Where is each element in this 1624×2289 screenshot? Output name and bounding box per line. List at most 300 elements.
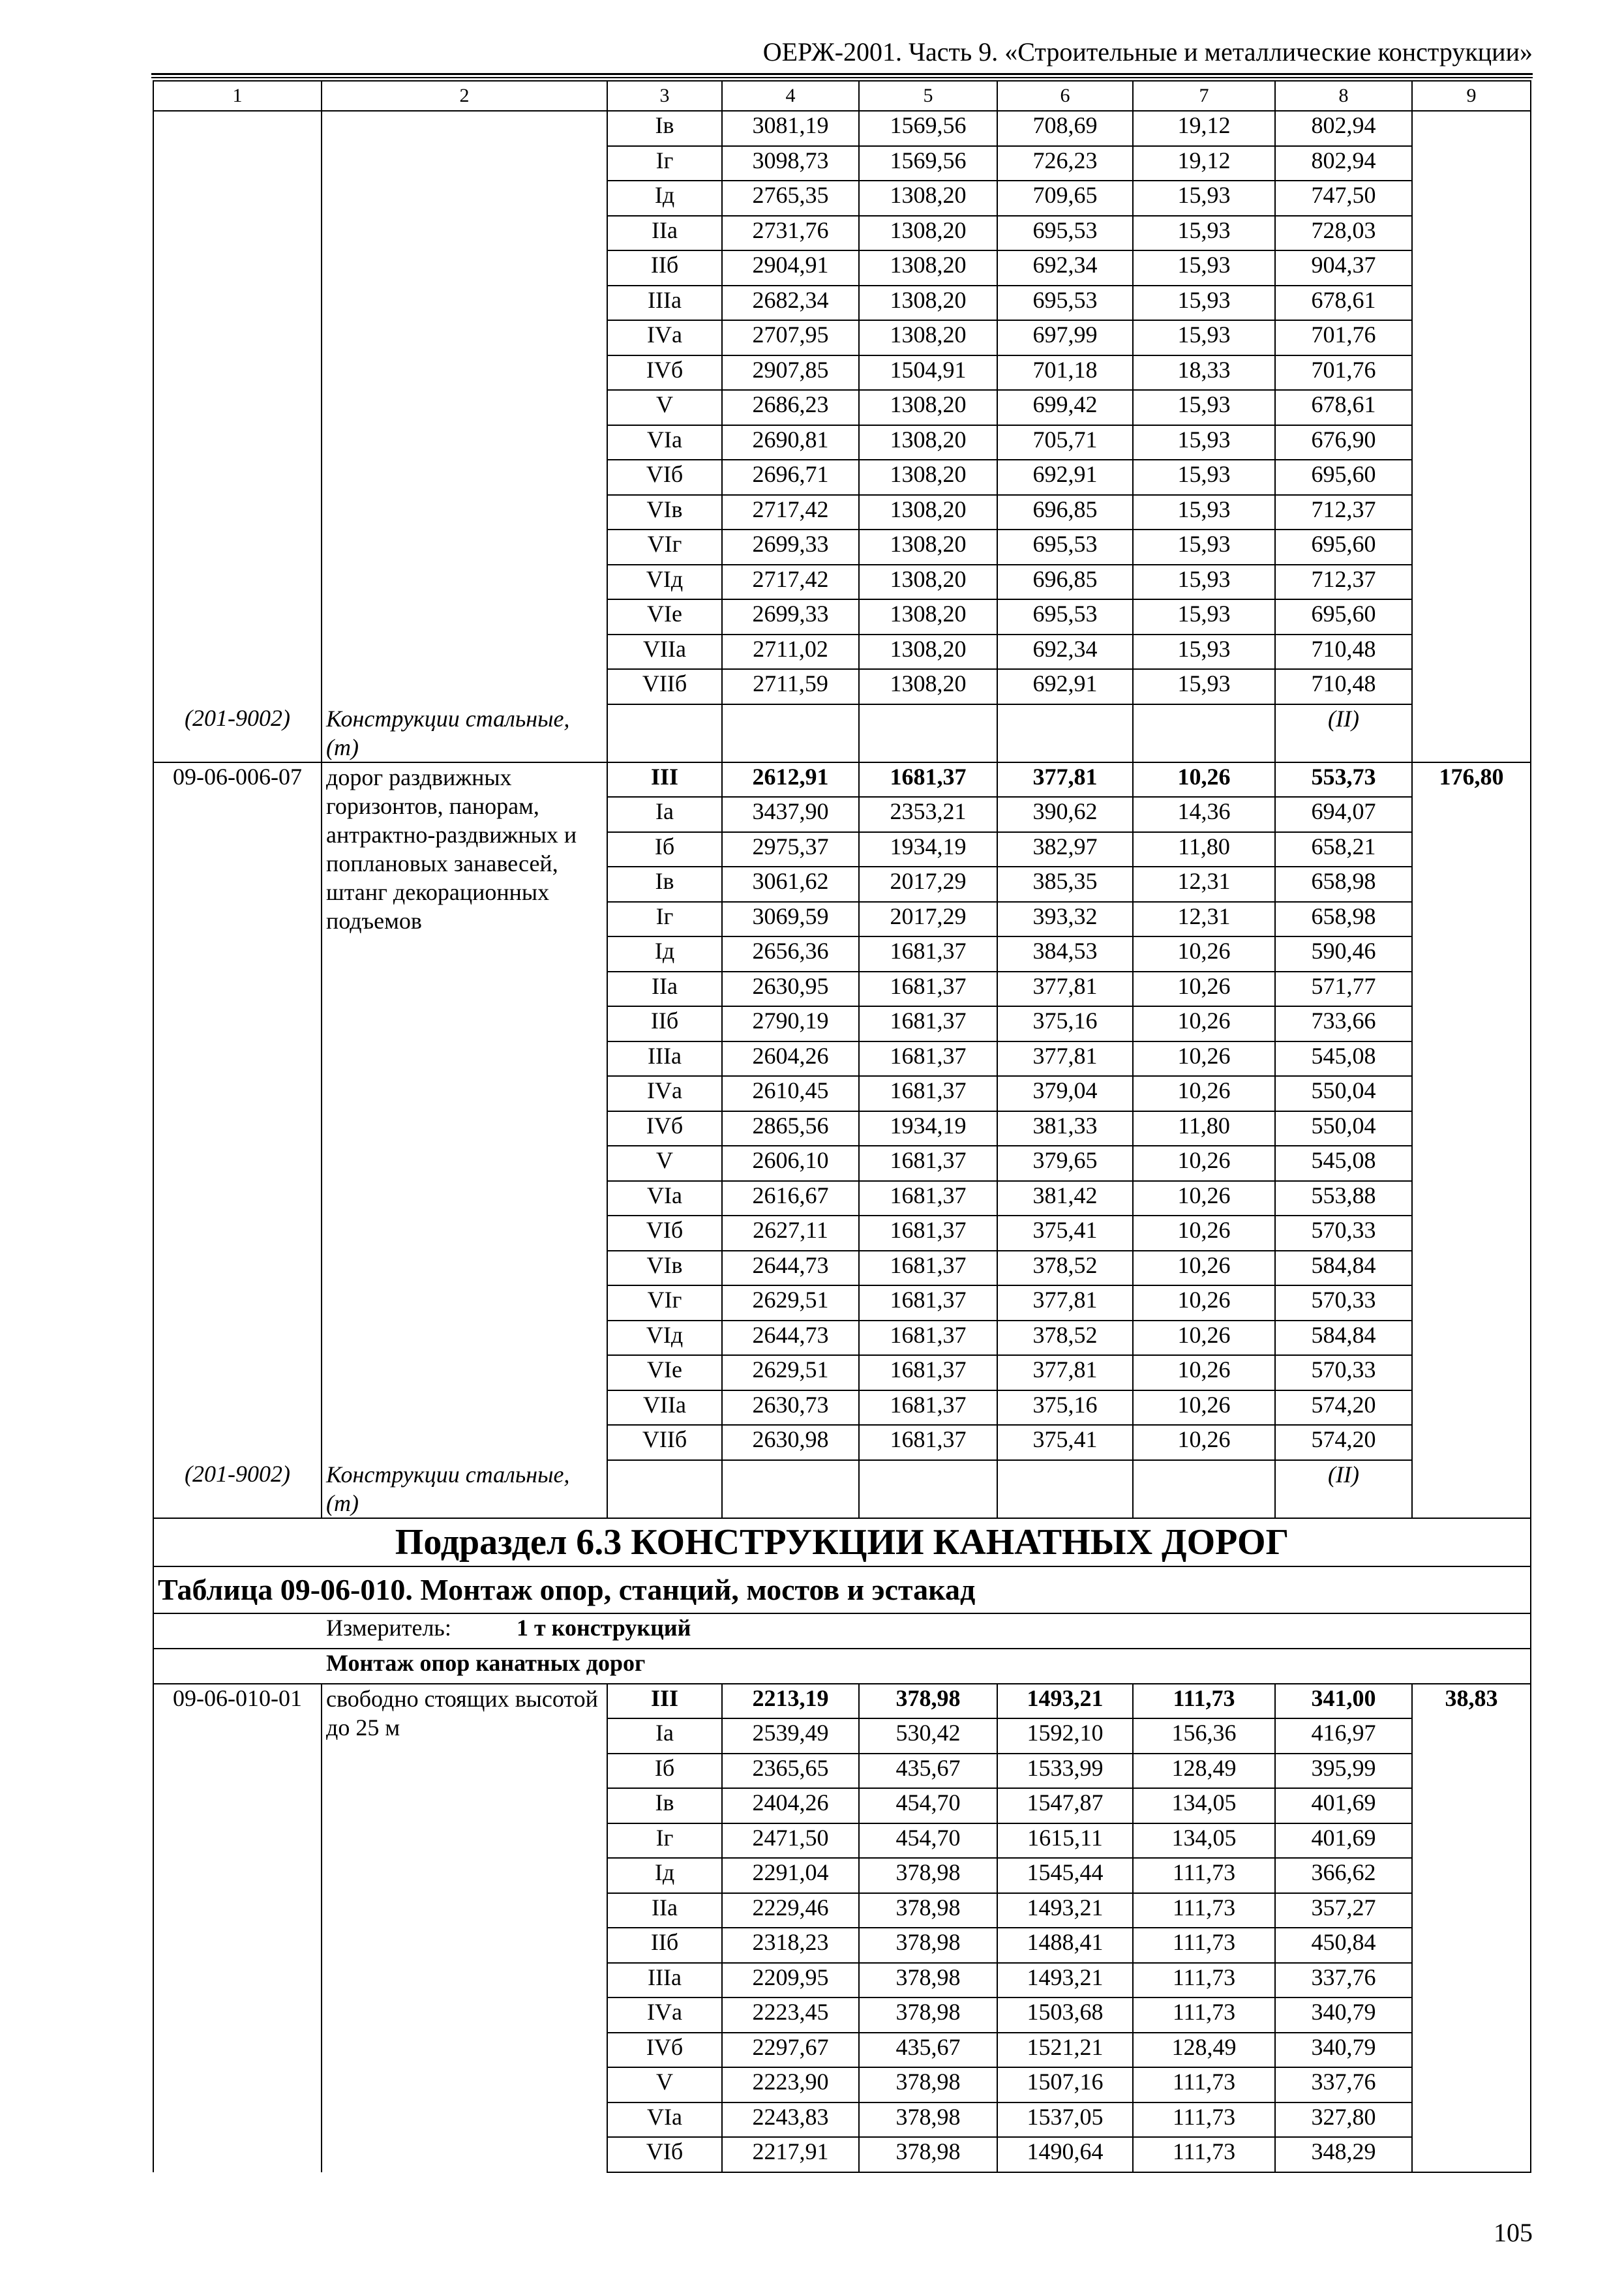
column-number: 3 [607,81,722,111]
value-cell: 2610,45 [722,1076,859,1111]
value-cell: 802,94 [1275,111,1412,146]
subsection-title: Подраздел 6.3 КОНСТРУКЦИИ КАНАТНЫХ ДОРОГ [153,1518,1531,1566]
group-row [153,1649,1531,1684]
column-number: 9 [1412,81,1531,111]
value-cell: 1681,37 [859,1006,997,1041]
value-cell: 692,91 [997,460,1133,495]
value-cell: 1493,21 [997,1893,1133,1928]
value-cell: 2471,50 [722,1823,859,1859]
value-cell: 327,80 [1275,2102,1412,2138]
value-cell: 1493,21 [997,1963,1133,1998]
value-cell: 802,94 [1275,146,1412,181]
region-cell: IIIа [607,1963,722,1998]
value-cell: 2017,29 [859,902,997,937]
value-cell: 366,62 [1275,1858,1412,1893]
value-cell: 15,93 [1133,181,1275,216]
value-cell: 696,85 [997,495,1133,530]
value-cell: 1493,21 [997,1684,1133,1719]
value-cell: 701,18 [997,355,1133,391]
value-cell: 2699,33 [722,599,859,635]
value-cell: 695,60 [1275,460,1412,495]
value-cell: 10,26 [1133,936,1275,972]
value-cell: 1308,20 [859,599,997,635]
value-cell: 2365,65 [722,1754,859,1789]
value-cell: 12,31 [1133,867,1275,902]
value-cell: 695,53 [997,530,1133,565]
value-cell: 1308,20 [859,635,997,670]
col9-cell: 38,83 [1412,1684,1531,2172]
rates-table [153,80,1531,2173]
region-cell: Iа [607,1718,722,1754]
value-cell: 111,73 [1133,1858,1275,1893]
value-cell: 10,26 [1133,762,1275,798]
header-rule [151,73,1533,75]
value-cell: 15,93 [1133,635,1275,670]
value-cell: 584,84 [1275,1251,1412,1286]
value-cell: 1681,37 [859,1181,997,1216]
empty-cell [997,1460,1133,1518]
value-cell: 395,99 [1275,1754,1412,1789]
value-cell: 1681,37 [859,1076,997,1111]
value-cell: 2790,19 [722,1006,859,1041]
value-cell: 10,26 [1133,1390,1275,1426]
value-cell: 2629,51 [722,1355,859,1390]
table-title-row [153,1566,1531,1613]
region-cell: Iв [607,867,722,902]
region-cell: VIг [607,530,722,565]
region-cell: IIIа [607,1041,722,1077]
value-cell: 2644,73 [722,1321,859,1356]
region-cell: VIб [607,2137,722,2172]
value-cell: 377,81 [997,972,1133,1007]
region-cell: Iг [607,1823,722,1859]
region-cell: IVа [607,320,722,355]
region-cell: VIе [607,599,722,635]
value-cell: 1934,19 [859,832,997,867]
value-cell: 2630,73 [722,1390,859,1426]
column-number: 7 [1133,81,1275,111]
value-cell: 15,93 [1133,216,1275,251]
empty-cell [722,704,859,762]
value-cell: 10,26 [1133,1181,1275,1216]
value-cell: 2630,98 [722,1425,859,1460]
column-number: 6 [997,81,1133,111]
value-cell: 2711,02 [722,635,859,670]
region-cell: VIв [607,495,722,530]
code-cell [153,111,322,704]
value-cell: 390,62 [997,797,1133,832]
empty-cell [1133,704,1275,762]
value-cell: 2627,11 [722,1216,859,1251]
value-cell: 1537,05 [997,2102,1133,2138]
value-cell: 2213,19 [722,1684,859,1719]
value-cell: 1681,37 [859,1216,997,1251]
value-cell: 2907,85 [722,355,859,391]
region-cell: IVб [607,2033,722,2068]
column-number: 2 [322,81,607,111]
value-cell: 709,65 [997,181,1133,216]
value-cell: 1681,37 [859,1041,997,1077]
value-cell: 15,93 [1133,669,1275,704]
region-cell: VIе [607,1355,722,1390]
value-cell: 393,32 [997,902,1133,937]
value-cell: 2696,71 [722,460,859,495]
value-cell: 378,98 [859,2067,997,2102]
value-cell: 2765,35 [722,181,859,216]
value-cell: 2209,95 [722,1963,859,1998]
value-cell: 384,53 [997,936,1133,972]
value-cell: 378,98 [859,1684,997,1719]
value-cell: 695,60 [1275,599,1412,635]
description-cell: свободно стоящих высотой до 25 м [322,1684,607,2172]
value-cell: 570,33 [1275,1216,1412,1251]
value-cell: 1504,91 [859,355,997,391]
value-cell: 1308,20 [859,460,997,495]
region-cell: Iд [607,1858,722,1893]
value-cell: 1308,20 [859,669,997,704]
value-cell: 695,53 [997,599,1133,635]
region-cell: VIIа [607,635,722,670]
value-cell: 2644,73 [722,1251,859,1286]
value-cell: 14,36 [1133,797,1275,832]
value-cell: 2604,26 [722,1041,859,1077]
construction-name: Конструкции стальные, (т) [322,1460,607,1518]
construction-name: Конструкции стальные, (т) [322,704,607,762]
value-cell: 2707,95 [722,320,859,355]
region-cell: VIIа [607,1390,722,1426]
value-cell: 1615,11 [997,1823,1133,1859]
value-cell: 699,42 [997,390,1133,425]
region-cell: III [607,762,722,798]
value-cell: 381,33 [997,1111,1133,1146]
region-cell: V [607,390,722,425]
region-cell: VIа [607,425,722,460]
region-cell: IVб [607,1111,722,1146]
region-cell: VIб [607,1216,722,1251]
region-cell: VIа [607,1181,722,1216]
empty-cell [607,1460,722,1518]
code-cell: 09-06-006-07 [153,762,322,1460]
value-cell: 10,26 [1133,1425,1275,1460]
value-cell: 382,97 [997,832,1133,867]
value-cell: 1681,37 [859,1146,997,1181]
value-cell: 708,69 [997,111,1133,146]
column-numbers-row [153,81,1531,111]
construction-row [153,1460,1531,1518]
value-cell: 357,27 [1275,1893,1412,1928]
value-cell: 134,05 [1133,1823,1275,1859]
value-cell: 1308,20 [859,286,997,321]
region-cell: IVб [607,355,722,391]
value-cell: 12,31 [1133,902,1275,937]
value-cell: 1308,20 [859,425,997,460]
value-cell: 378,98 [859,1858,997,1893]
value-cell: 454,70 [859,1823,997,1859]
value-cell: 705,71 [997,425,1133,460]
construction-class: (II) [1275,704,1412,762]
value-cell: 2686,23 [722,390,859,425]
value-cell: 1547,87 [997,1788,1133,1823]
value-cell: 2711,59 [722,669,859,704]
value-cell: 678,61 [1275,390,1412,425]
construction-code: (201-9002) [153,704,322,762]
running-header: ОЕРЖ-2001. Часть 9. «Строительные и металлические конструкции» [762,37,1533,67]
region-cell: Iа [607,797,722,832]
value-cell: 1545,44 [997,1858,1133,1893]
value-cell: 2318,23 [722,1928,859,1963]
value-cell: 1681,37 [859,1355,997,1390]
value-cell: 111,73 [1133,2067,1275,2102]
value-cell: 3061,62 [722,867,859,902]
value-cell: 570,33 [1275,1355,1412,1390]
value-cell: 15,93 [1133,565,1275,600]
empty-cell [859,1460,997,1518]
value-cell: 2699,33 [722,530,859,565]
value-cell: 697,99 [997,320,1133,355]
value-cell: 454,70 [859,1788,997,1823]
value-cell: 337,76 [1275,2067,1412,2102]
value-cell: 111,73 [1133,1928,1275,1963]
value-cell: 678,61 [1275,286,1412,321]
value-cell: 435,67 [859,1754,997,1789]
column-number: 4 [722,81,859,111]
value-cell: 584,84 [1275,1321,1412,1356]
region-cell: VIб [607,460,722,495]
measure-row [153,1613,1531,1649]
value-cell: 710,48 [1275,635,1412,670]
value-cell: 2904,91 [722,250,859,286]
value-cell: 550,04 [1275,1076,1412,1111]
region-cell: IIа [607,1893,722,1928]
value-cell: 1934,19 [859,1111,997,1146]
region-cell: VIIб [607,1425,722,1460]
value-cell: 696,85 [997,565,1133,600]
value-cell: 10,26 [1133,1321,1275,1356]
value-cell: 2690,81 [722,425,859,460]
empty-cell [607,704,722,762]
value-cell: 10,26 [1133,1216,1275,1251]
region-cell: IIб [607,1928,722,1963]
value-cell: 128,49 [1133,2033,1275,2068]
value-cell: 1488,41 [997,1928,1133,1963]
value-cell: 1681,37 [859,1390,997,1426]
region-cell: IVа [607,1997,722,2033]
value-cell: 2616,67 [722,1181,859,1216]
value-cell: 712,37 [1275,565,1412,600]
value-cell: 3437,90 [722,797,859,832]
value-cell: 1681,37 [859,762,997,798]
value-cell: 111,73 [1133,1684,1275,1719]
value-cell: 695,53 [997,216,1133,251]
value-cell: 1308,20 [859,250,997,286]
value-cell: 1681,37 [859,972,997,1007]
value-cell: 15,93 [1133,460,1275,495]
value-cell: 378,98 [859,2102,997,2138]
table-row [153,762,1531,798]
value-cell: 2629,51 [722,1285,859,1321]
region-cell: Iв [607,1788,722,1823]
value-cell: 2223,45 [722,1997,859,2033]
region-cell: IIа [607,216,722,251]
region-cell: V [607,2067,722,2102]
value-cell: 401,69 [1275,1788,1412,1823]
region-cell: IIб [607,1006,722,1041]
region-cell: Iг [607,902,722,937]
value-cell: 10,26 [1133,1006,1275,1041]
value-cell: 2217,91 [722,2137,859,2172]
region-cell: Iг [607,146,722,181]
value-cell: 111,73 [1133,1963,1275,1998]
value-cell: 3069,59 [722,902,859,937]
value-cell: 1308,20 [859,495,997,530]
table-title: Таблица 09-06-010. Монтаж опор, станций, мостов и эстакад [153,1566,1531,1613]
value-cell: 1569,56 [859,146,997,181]
value-cell: 3081,19 [722,111,859,146]
value-cell: 692,34 [997,635,1133,670]
value-cell: 1681,37 [859,1285,997,1321]
value-cell: 1308,20 [859,181,997,216]
value-cell: 348,29 [1275,2137,1412,2172]
value-cell: 375,41 [997,1216,1133,1251]
region-cell: Iв [607,111,722,146]
value-cell: 337,76 [1275,1963,1412,1998]
header-rule-thin [151,77,1533,78]
region-cell: IVа [607,1076,722,1111]
value-cell: 15,93 [1133,599,1275,635]
value-cell: 377,81 [997,762,1133,798]
value-cell: 2297,67 [722,2033,859,2068]
value-cell: 378,98 [859,2137,997,2172]
value-cell: 10,26 [1133,1146,1275,1181]
region-cell: VIа [607,2102,722,2138]
measure-value: 1 т конструкций [517,1614,691,1641]
empty-cell [1133,1460,1275,1518]
value-cell: 11,80 [1133,832,1275,867]
value-cell: 1681,37 [859,1425,997,1460]
value-cell: 18,33 [1133,355,1275,391]
value-cell: 1308,20 [859,565,997,600]
value-cell: 385,35 [997,867,1133,902]
code-cell: 09-06-010-01 [153,1684,322,2172]
value-cell: 2017,29 [859,867,997,902]
value-cell: 10,26 [1133,972,1275,1007]
construction-code: (201-9002) [153,1460,322,1518]
region-cell: IIб [607,250,722,286]
value-cell: 111,73 [1133,2102,1275,2138]
value-cell: 10,26 [1133,1251,1275,1286]
value-cell: 10,26 [1133,1285,1275,1321]
value-cell: 379,04 [997,1076,1133,1111]
region-cell: VIд [607,565,722,600]
value-cell: 694,07 [1275,797,1412,832]
value-cell: 341,00 [1275,1684,1412,1719]
value-cell: 712,37 [1275,495,1412,530]
value-cell: 10,26 [1133,1041,1275,1077]
value-cell: 15,93 [1133,286,1275,321]
value-cell: 2223,90 [722,2067,859,2102]
value-cell: 1681,37 [859,1251,997,1286]
value-cell: 2606,10 [722,1146,859,1181]
value-cell: 10,26 [1133,1076,1275,1111]
value-cell: 3098,73 [722,146,859,181]
value-cell: 19,12 [1133,111,1275,146]
value-cell: 733,66 [1275,1006,1412,1041]
region-cell: VIIб [607,669,722,704]
value-cell: 134,05 [1133,1788,1275,1823]
value-cell: 1521,21 [997,2033,1133,2068]
value-cell: 15,93 [1133,250,1275,286]
construction-row [153,704,1531,762]
value-cell: 1507,16 [997,2067,1133,2102]
table-row [153,1684,1531,1719]
value-cell: 2731,76 [722,216,859,251]
value-cell: 2404,26 [722,1788,859,1823]
value-cell: 1592,10 [997,1718,1133,1754]
value-cell: 377,81 [997,1285,1133,1321]
value-cell: 726,23 [997,146,1133,181]
empty-cell [859,704,997,762]
value-cell: 1569,56 [859,111,997,146]
value-cell: 2717,42 [722,495,859,530]
region-cell: Iд [607,181,722,216]
value-cell: 1681,37 [859,936,997,972]
value-cell: 378,52 [997,1321,1133,1356]
value-cell: 15,93 [1133,425,1275,460]
col9-cell: 176,80 [1412,762,1531,1518]
subsection-row [153,1518,1531,1566]
value-cell: 701,76 [1275,355,1412,391]
value-cell: 1533,99 [997,1754,1133,1789]
description-cell [322,111,607,704]
page-number: 105 [1494,2218,1533,2247]
value-cell: 692,34 [997,250,1133,286]
value-cell: 10,26 [1133,1355,1275,1390]
value-cell: 2229,46 [722,1893,859,1928]
value-cell: 435,67 [859,2033,997,2068]
region-cell: VIг [607,1285,722,1321]
value-cell: 695,53 [997,286,1133,321]
value-cell: 2865,56 [722,1111,859,1146]
group-title [153,1649,1531,1684]
value-cell: 658,98 [1275,867,1412,902]
value-cell: 111,73 [1133,1893,1275,1928]
value-cell: 378,98 [859,1893,997,1928]
description-cell: дорог раздвижных горизонтов, панорам, антрактно-раздвижных и поплановых занавесей, штанг декорационных подъемов [322,762,607,1460]
value-cell: 375,41 [997,1425,1133,1460]
empty-cell [722,1460,859,1518]
value-cell: 401,69 [1275,1823,1412,1859]
value-cell: 747,50 [1275,181,1412,216]
value-cell: 550,04 [1275,1111,1412,1146]
value-cell: 676,90 [1275,425,1412,460]
value-cell: 378,52 [997,1251,1133,1286]
region-cell: IIIа [607,286,722,321]
value-cell: 381,42 [997,1181,1133,1216]
value-cell: 570,33 [1275,1285,1412,1321]
region-cell: Iд [607,936,722,972]
region-cell: Iб [607,1754,722,1789]
value-cell: 340,79 [1275,1997,1412,2033]
value-cell: 15,93 [1133,495,1275,530]
value-cell: 2717,42 [722,565,859,600]
value-cell: 1308,20 [859,320,997,355]
value-cell: 553,73 [1275,762,1412,798]
region-cell: VIд [607,1321,722,1356]
value-cell: 375,16 [997,1390,1133,1426]
value-cell: 545,08 [1275,1041,1412,1077]
column-number: 1 [153,81,322,111]
value-cell: 545,08 [1275,1146,1412,1181]
